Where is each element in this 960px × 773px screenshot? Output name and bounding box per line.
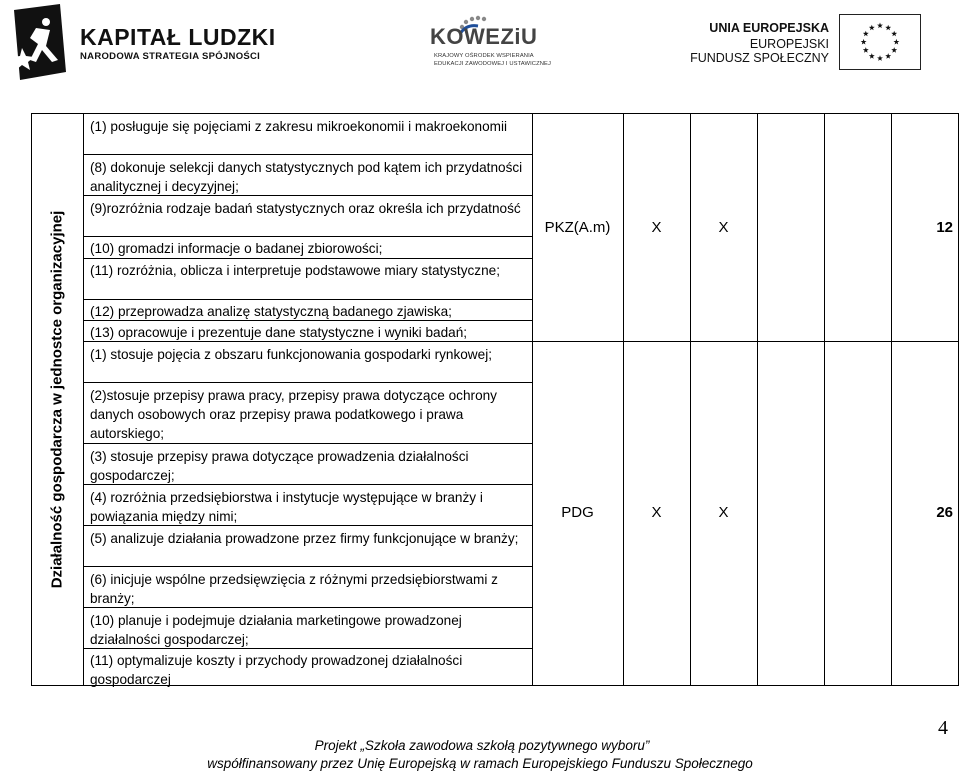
kapital-ludzki-subtitle: NARODOWA STRATEGIA SPÓJNOŚCI bbox=[80, 51, 261, 62]
eu-fund-line1: EUROPEJSKI bbox=[749, 37, 829, 51]
eu-star-icon bbox=[863, 31, 869, 37]
eu-star-icon bbox=[893, 39, 899, 45]
eu-star-icon bbox=[869, 25, 875, 31]
eu-star-icon bbox=[885, 53, 891, 59]
mark-x: X bbox=[718, 219, 729, 236]
kapital-ludzki-title: KAPITAŁ LUDZKI bbox=[80, 24, 276, 50]
effect-cell: (6) inicjuje wspólne przedsięwzięcia z różnymi przedsiębiorstwami z branży; bbox=[90, 572, 498, 606]
page-header bbox=[0, 0, 960, 112]
kapital-ludzki-flag-icon bbox=[6, 2, 68, 82]
mark-x: X bbox=[651, 219, 662, 236]
mark-x: X bbox=[651, 504, 662, 521]
footer-project-title: Projekt „Szkoła zawodowa szkołą pozytywnego wyboru” bbox=[314, 738, 650, 753]
kowezu-subtitle-line2: EDUKACJI ZAWODOWEJ I USTAWICZNEJ bbox=[434, 61, 551, 67]
kowezu-subtitle-line1: KRAJOWY OŚRODEK WSPIERANIA bbox=[434, 53, 534, 59]
effect-cell: (11) optymalizuje koszty i przychody prowadzonej działalności gospodarczej bbox=[90, 653, 463, 687]
eu-star-icon bbox=[877, 55, 883, 61]
row-label-text: Działalność gospodarcza w jednostce organizacyjnej bbox=[48, 210, 66, 589]
hours-value: 12 bbox=[936, 219, 953, 236]
eu-star-icon bbox=[891, 31, 897, 37]
effect-cell: (10) gromadzi informacje o badanej zbiorowości; bbox=[90, 241, 383, 256]
effect-cell: (5) analizuje działania prowadzone przez firmy funkcjonujące w branży; bbox=[90, 531, 519, 546]
footer-funding-note: współfinansowany przez Unię Europejską w ramach Europejskiego Funduszu Społecznego bbox=[207, 756, 753, 771]
kapital-ludzki-logo bbox=[6, 2, 276, 82]
module-code: PKZ(A.m) bbox=[544, 219, 611, 236]
effect-cell: (9)rozróżnia rodzaje badań statystycznych oraz określa ich przydatność bbox=[90, 201, 521, 216]
effect-cell: (4) rozróżnia przedsiębiorstwa i instytucje występujące w branży i powiązania między nimi; bbox=[90, 490, 483, 524]
eu-star-icon bbox=[863, 47, 869, 53]
eu-star-icon bbox=[891, 47, 897, 53]
effect-cell: (8) dokonuje selekcji danych statystycznych pod kątem ich przydatności analitycznej i decyzyjnej; bbox=[90, 160, 523, 194]
effect-cell: (12) przeprowadza analizę statystyczną badanego zjawiska; bbox=[90, 304, 452, 319]
effect-cell: (13) opracowuje i prezentuje dane statystyczne i wyniki badań; bbox=[90, 325, 468, 340]
mark-x: X bbox=[718, 504, 729, 521]
effect-cell: (2)stosuje przepisy prawa pracy, przepisy prawa dotyczące ochrony danych osobowych oraz przepisy prawa podatkowego i prawa autorskiego; bbox=[90, 388, 497, 441]
effect-cell: (11) rozróżnia, oblicza i interpretuje podstawowe miary statystyczne; bbox=[90, 263, 500, 278]
eu-star-icon bbox=[869, 53, 875, 59]
effect-cell: (1) stosuje pojęcia z obszaru funkcjonowania gospodarki rynkowej; bbox=[90, 347, 492, 362]
hours-value: 26 bbox=[936, 504, 953, 521]
page-number: 4 bbox=[938, 717, 948, 739]
eu-flag-icon bbox=[839, 14, 921, 70]
eu-name: UNIA EUROPEJSKA bbox=[709, 21, 829, 35]
kowezu-title: KOWEZiU bbox=[430, 24, 538, 49]
eu-star-icon bbox=[861, 39, 867, 45]
effect-cell: (10) planuje i podejmuje działania marketingowe prowadzonej działalności gospodarczej; bbox=[90, 613, 462, 647]
eu-star-icon bbox=[877, 23, 883, 29]
kowezu-logo bbox=[426, 8, 556, 78]
row-label-cell bbox=[31, 113, 83, 686]
effect-cell: (3) stosuje przepisy prawa dotyczące prowadzenia działalności gospodarczej; bbox=[90, 449, 469, 483]
eu-fund-logo bbox=[690, 14, 925, 74]
eu-star-icon bbox=[885, 25, 891, 31]
learning-effects-table bbox=[31, 113, 959, 686]
effect-cell: (1) posługuje się pojęciami z zakresu mikroekonomii i makroekonomii bbox=[90, 119, 508, 134]
eu-fund-line2: FUNDUSZ SPOŁECZNY bbox=[690, 51, 829, 65]
module-code: PDG bbox=[561, 504, 594, 521]
